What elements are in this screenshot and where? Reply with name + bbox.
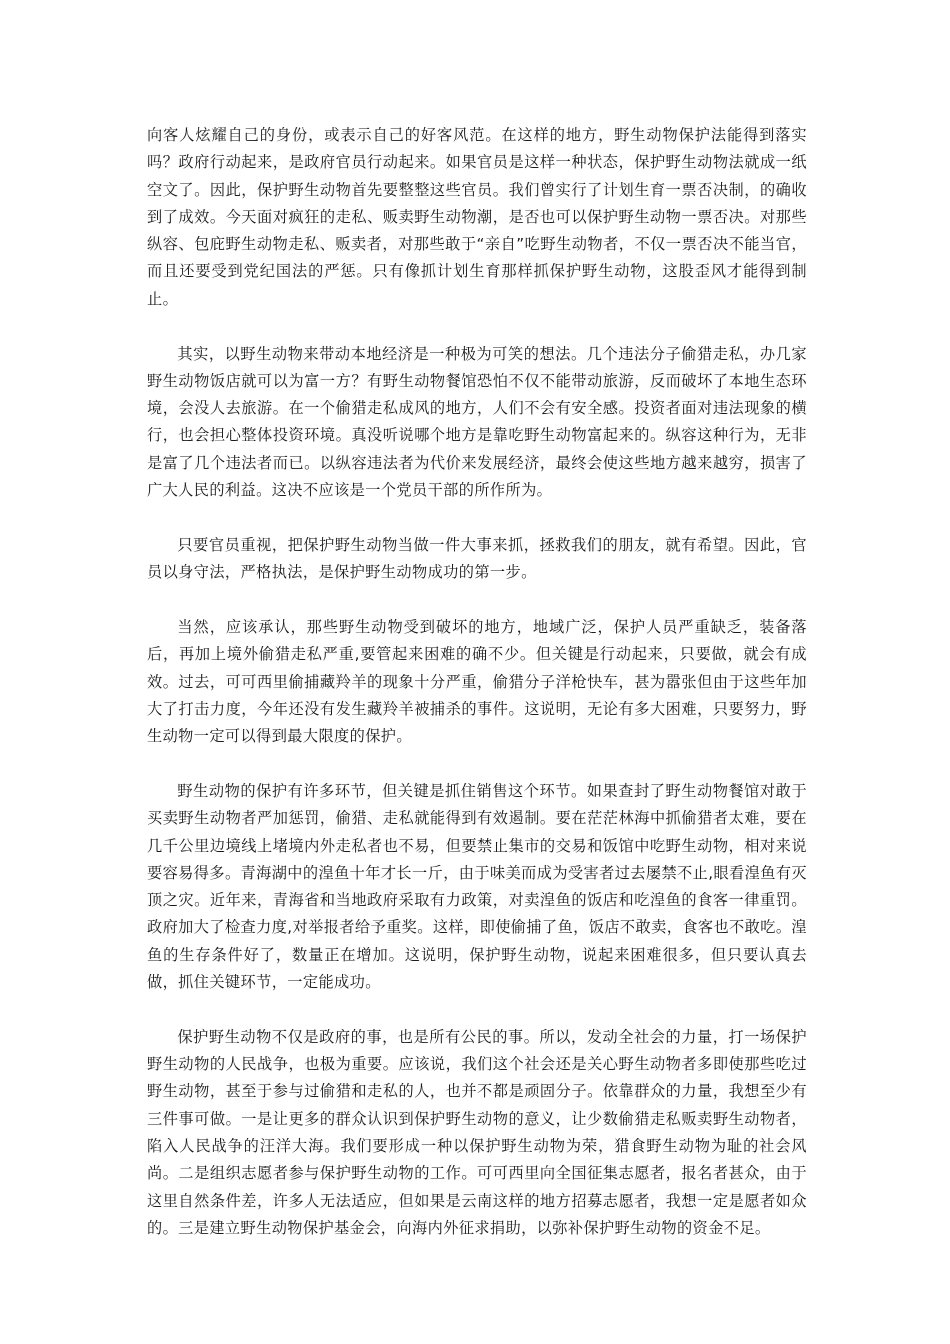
paragraph-2: 其实，以野生动物来带动本地经济是一种极为可笑的想法。几个违法分子偷猎走私，办几家野生动物饭店就可以为富一方？有野生动物餐馆恐怕不仅不能带动旅游，反而破坏了本地生态环境，会没人去旅游。在一个偷猎走私成风的地方，人们不会有安全感。投资者面对违法现象的横行，也会担心整体投资环境。真没听说哪个地方是靠吃野生动物富起来的。纵容这种行为，无非是富了几个违法者而已。以纵容违法者为代价来发展经济，最终会使这些地方越来越穷，损害了广大人民的利益。这决不应该是一个党员干部的所作所为。 (147, 344, 807, 500)
article-body (147, 122, 807, 1242)
paragraph-5: 野生动物的保护有许多环节，但关键是抓住销售这个环节。如果查封了野生动物餐馆对敢于买卖野生动物者严加惩罚，偷猎、走私就能得到有效遏制。要在茫茫林海中抓偷猎者太难，要在几千公里边境线上堵境内外走私者也不易，但要禁止集市的交易和饭馆中吃野生动物，相对来说要容易得多。青海湖中的湟鱼十年才长一斤，由于味美而成为受害者过去屡禁不止,眼看湟鱼有灭顶之灾。近年来，青海省和当地政府采取有力政策，对卖湟鱼的饭店和吃湟鱼的食客一律重罚。政府加大了检查力度,对举报者给予重奖。这样，即使偷捕了鱼，饭店不敢卖，食客也不敢吃。湟鱼的生存条件好了，数量正在增加。这说明，保护野生动物，说起来困难很多，但只要认真去做，抓住关键环节，一定能成功。 (147, 781, 807, 992)
paragraph-4: 当然，应该承认，那些野生动物受到破坏的地方，地域广泛，保护人员严重缺乏，装备落后，再加上境外偷猎走私严重,要管起来困难的确不少。但关键是行动起来，只要做，就会有成效。过去，可可西里偷捕藏羚羊的现象十分严重，偷猎分子洋枪快车，甚为嚣张但由于这些年加大了打击力度，今年还没有发生藏羚羊被捕杀的事件。这说明，无论有多大困难，只要努力，野生动物一定可以得到最大限度的保护。 (147, 617, 807, 746)
paragraph-6: 保护野生动物不仅是政府的事，也是所有公民的事。所以，发动全社会的力量，打一场保护野生动物的人民战争，也极为重要。应该说，我们这个社会还是关心野生动物者多即使那些吃过野生动物，甚至于参与过偷猎和走私的人，也并不都是顽固分子。依靠群众的力量，我想至少有三件事可做。一是让更多的群众认识到保护野生动物的意义，让少数偷猎走私贩卖野生动物者，陷入人民战争的汪洋大海。我们要形成一种以保护野生动物为荣，猎食野生动物为耻的社会风尚。二是组织志愿者参与保护野生动物的工作。可可西里向全国征集志愿者，报名者甚众，由于这里自然条件差，许多人无法适应，但如果是云南这样的地方招募志愿者，我想一定是愿者如众的。三是建立野生动物保护基金会，向海内外征求捐助，以弥补保护野生动物的资金不足。 (147, 1027, 807, 1237)
paragraph-3: 只要官员重视，把保护野生动物当做一件大事来抓，拯救我们的朋友，就有希望。因此，官员以身守法，严格执法，是保护野生动物成功的第一步。 (147, 535, 807, 582)
paragraph-1: 向客人炫耀自己的身份，或表示自己的好客风范。在这样的地方，野生动物保护法能得到落实吗？政府行动起来，是政府官员行动起来。如果官员是这样一种状态，保护野生动物法就成一纸空文了。因此，保护野生动物首先要整整这些官员。我们曾实行了计划生育一票否决制，的确收到了成效。今天面对疯狂的走私、贩卖野生动物潮，是否也可以保护野生动物一票否决。对那些纵容、包庇野生动物走私、贩卖者，对那些敢于“亲自”吃野生动物者，不仅一票否决不能当官，而且还要受到党纪国法的严惩。只有像抓计划生育那样抓保护野生动物，这股歪风才能得到制止。 (147, 126, 807, 308)
